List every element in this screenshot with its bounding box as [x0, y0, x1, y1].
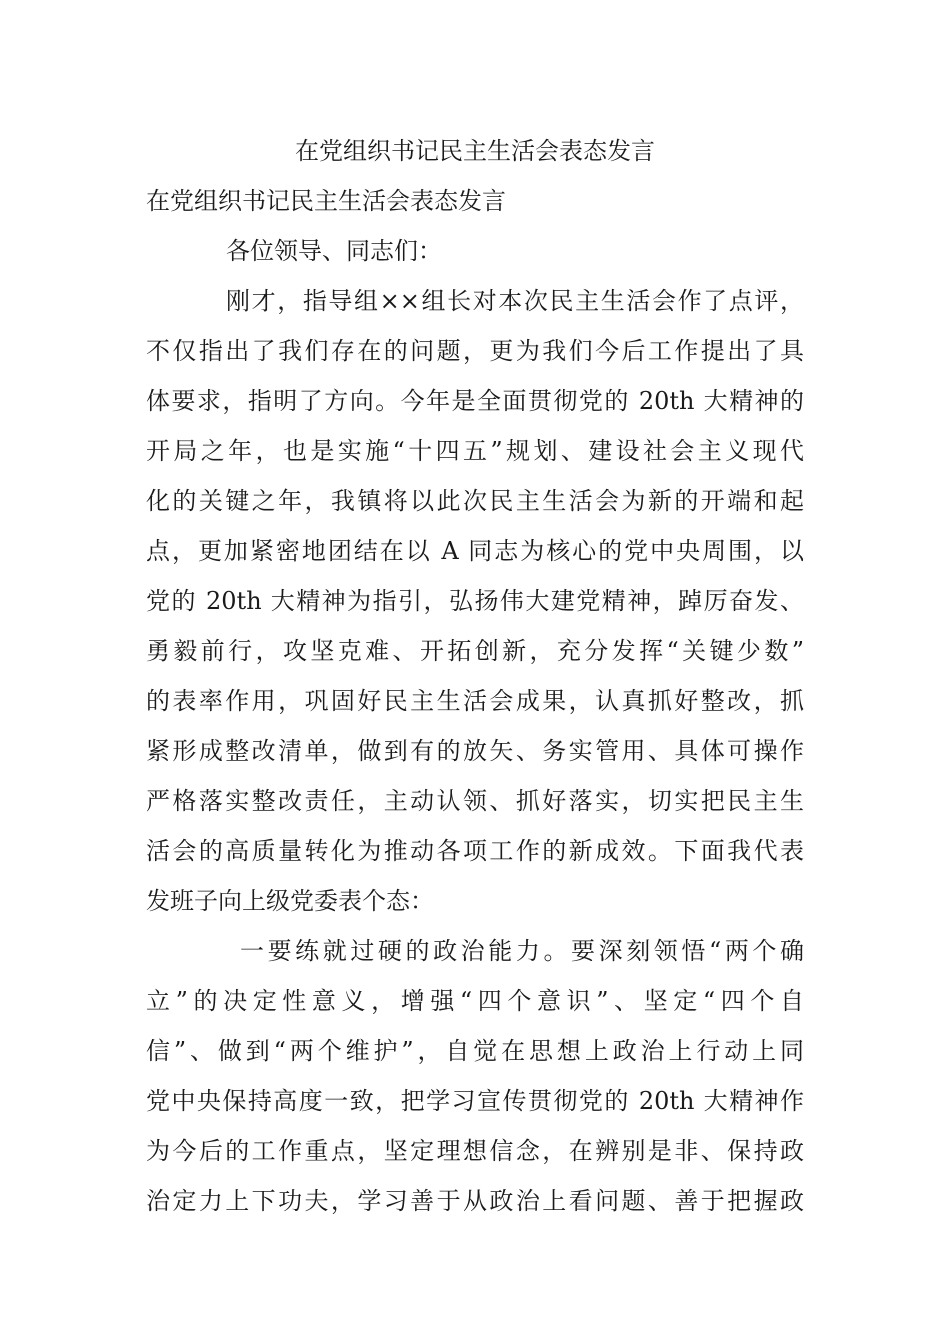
body-line: 刚才，指导组××组长对本次民主生活会作了点评，	[226, 287, 804, 315]
body-line: 一要练就过硬的政治能力。要深刻领悟“两个确	[240, 937, 804, 965]
body-line: 活会的高质量转化为推动各项工作的新成效。下面我代表	[146, 837, 804, 865]
body-line: 化的关键之年，我镇将以此次民主生活会为新的开端和起	[146, 487, 804, 515]
body-line: 紧形成整改清单，做到有的放矢、务实管用、具体可操作	[146, 737, 804, 765]
body-line: 治定力上下功夫，学习善于从政治上看问题、善于把握政	[146, 1187, 804, 1215]
body-line: 为今后的工作重点，坚定理想信念，在辨别是非、保持政	[146, 1137, 804, 1165]
body-line: 立”的决定性意义，增强“四个意识”、坚定“四个自	[146, 987, 804, 1015]
body-line: 体要求，指明了方向。今年是全面贯彻党的 20th 大精神的	[146, 387, 804, 415]
body-line: 严格落实整改责任，主动认领、抓好落实，切实把民主生	[146, 787, 804, 815]
body-line: 开局之年，也是实施“十四五”规划、建设社会主义现代	[146, 437, 804, 465]
body-line: 党中央保持高度一致，把学习宣传贯彻党的 20th 大精神作	[146, 1087, 804, 1115]
body-line: 发班子向上级党委表个态：	[146, 887, 434, 915]
salutation: 各位领导、同志们：	[226, 237, 442, 265]
body-line: 信”、做到“两个维护”，自觉在思想上政治上行动上同	[146, 1037, 804, 1065]
body-line: 点，更加紧密地团结在以 A 同志为核心的党中央周围，以	[146, 537, 804, 565]
body-line: 勇毅前行，攻坚克难、开拓创新，充分发挥“关键少数”	[146, 637, 804, 665]
body-line: 党的 20th 大精神为指引，弘扬伟大建党精神，踔厉奋发、	[146, 587, 804, 615]
document-title: 在党组织书记民主生活会表态发言	[295, 137, 655, 165]
document-subtitle: 在党组织书记民主生活会表态发言	[146, 187, 506, 215]
body-line: 的表率作用，巩固好民主生活会成果，认真抓好整改，抓	[146, 687, 804, 715]
body-line: 不仅指出了我们存在的问题，更为我们今后工作提出了具	[146, 337, 804, 365]
